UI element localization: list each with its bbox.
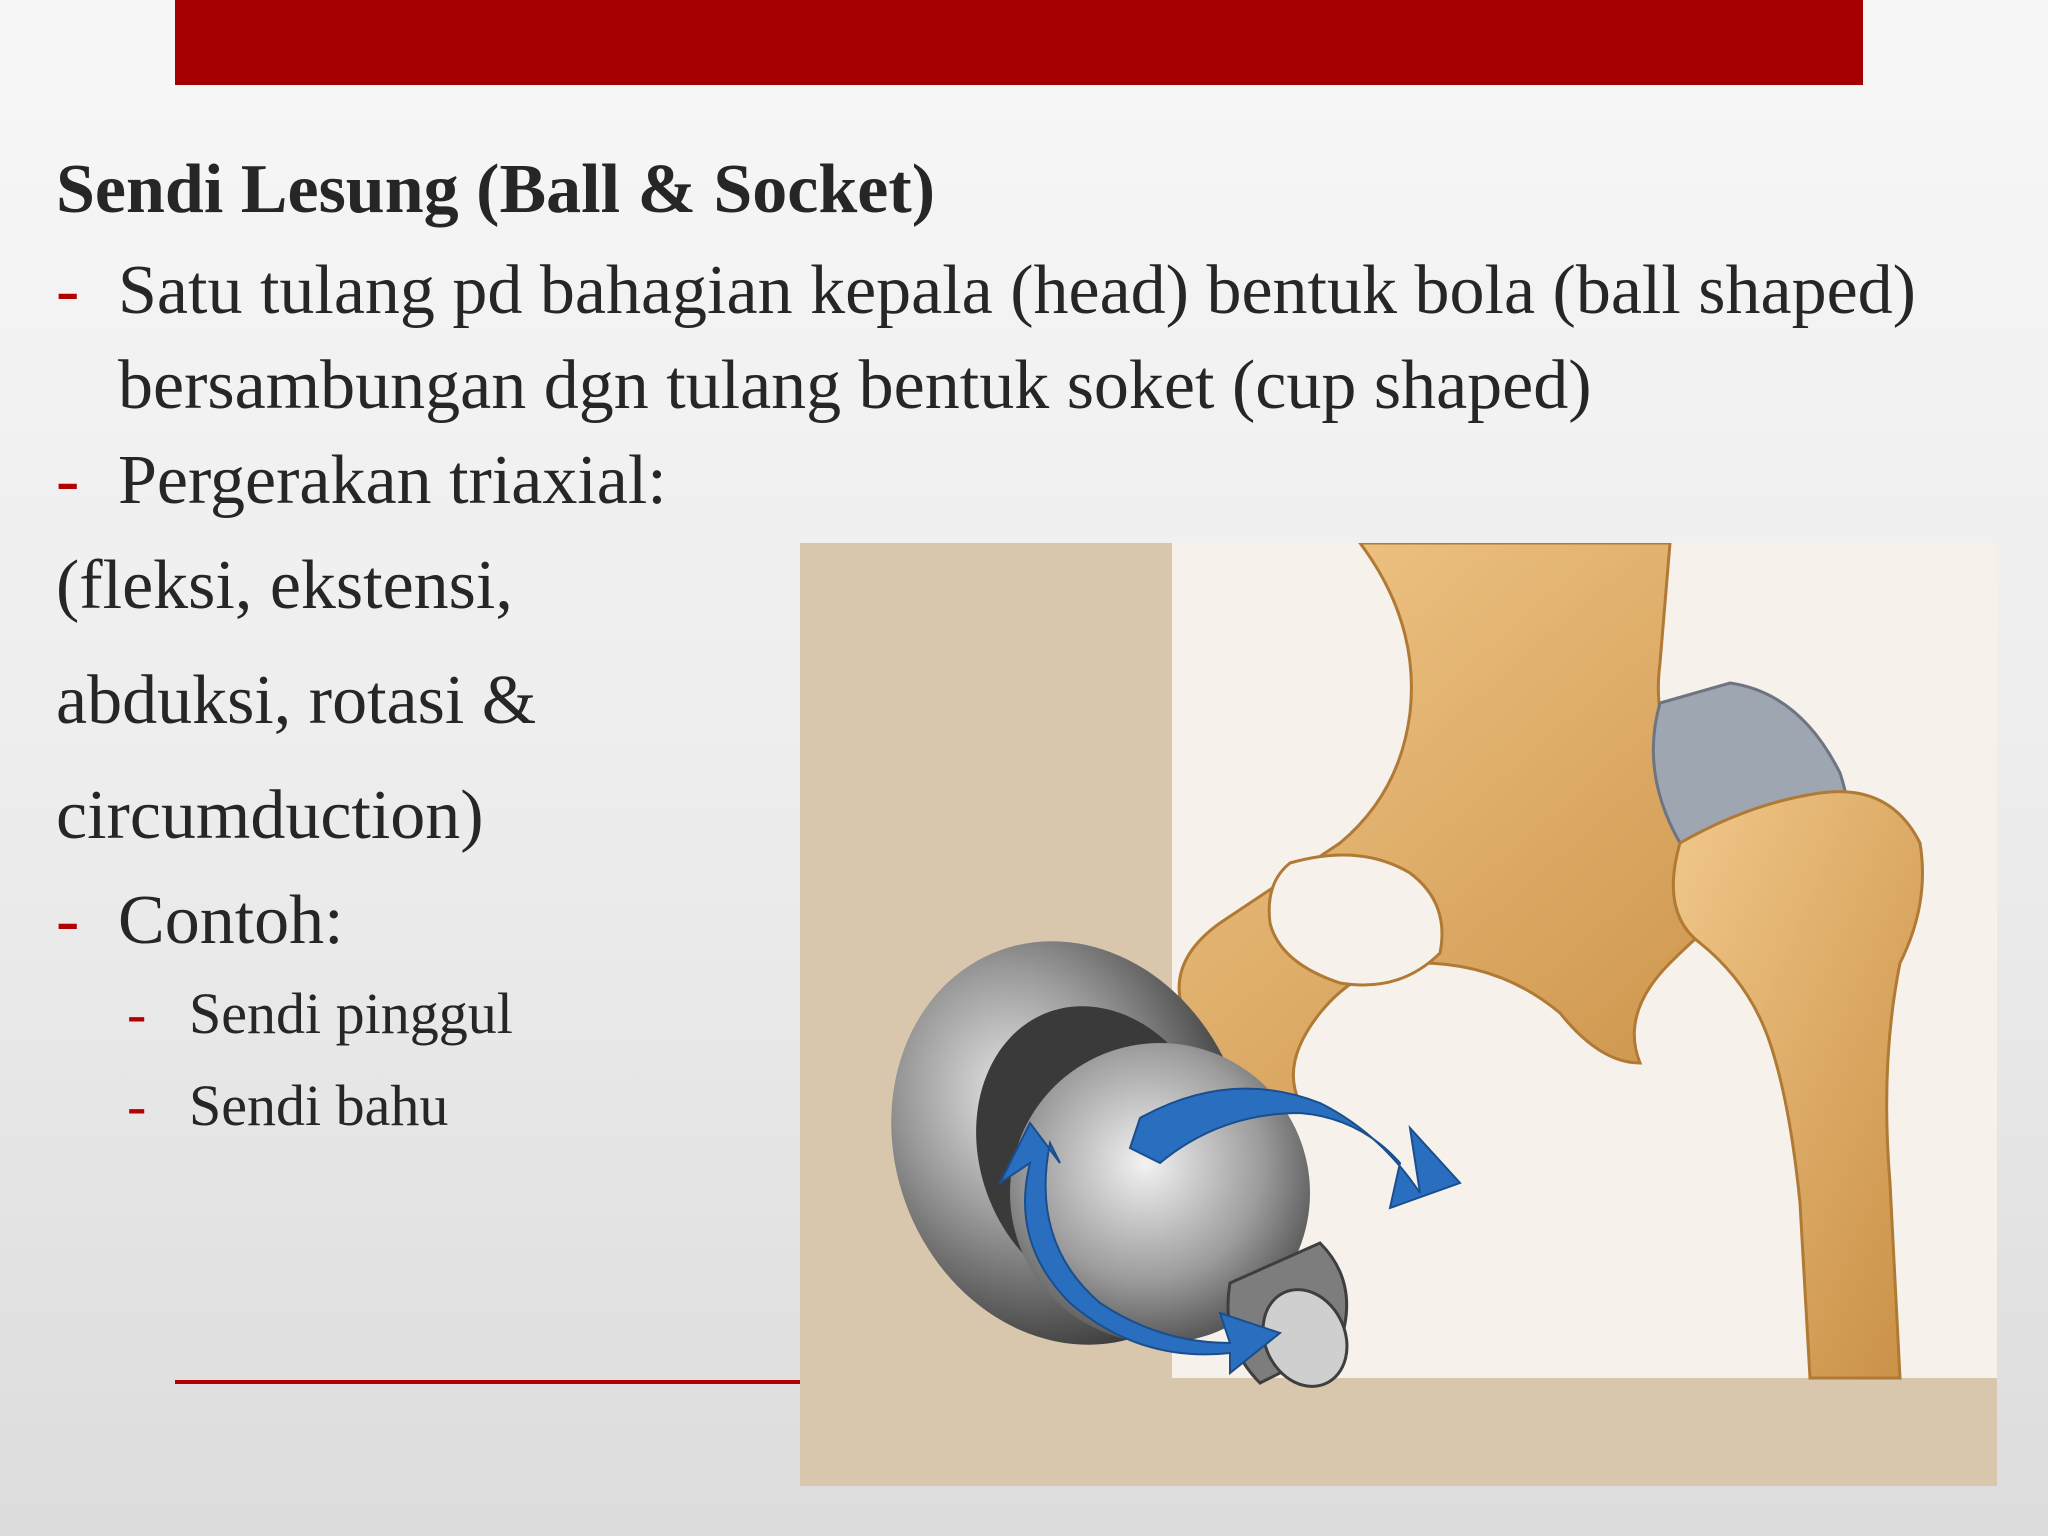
bullet-marker: - [127,981,147,1046]
plain-line: circumduction) [56,777,484,854]
bullet-text: Pergerakan triaxial: [118,442,667,519]
bullet-marker: - [127,1073,147,1138]
bullet-text: Satu tulang pd bahagian kepala (head) bentuk bola (ball shaped) bersambungan dgn tulang bentuk soket (cup shaped) [118,252,1916,424]
bullet-marker: - [56,442,80,519]
plain-line: abduksi, rotasi & [56,662,537,739]
hip-joint-svg [800,543,1997,1486]
hip-joint-illustration [800,543,1997,1486]
bullet-text: Contoh: [118,882,344,959]
bottom-accent-rule [175,1380,805,1384]
bullet-item [56,243,1988,433]
sub-bullet-text: Sendi bahu [189,1073,449,1138]
top-accent-bar [175,0,1863,85]
bullet-item [56,433,1956,528]
bullet-marker: - [56,882,80,959]
sub-bullet-text: Sendi pinggul [189,981,513,1046]
slide-title: Sendi Lesung (Ball & Socket) [56,151,935,228]
plain-line: (fleksi, ekstensi, [56,547,513,624]
bullet-marker: - [56,252,80,329]
